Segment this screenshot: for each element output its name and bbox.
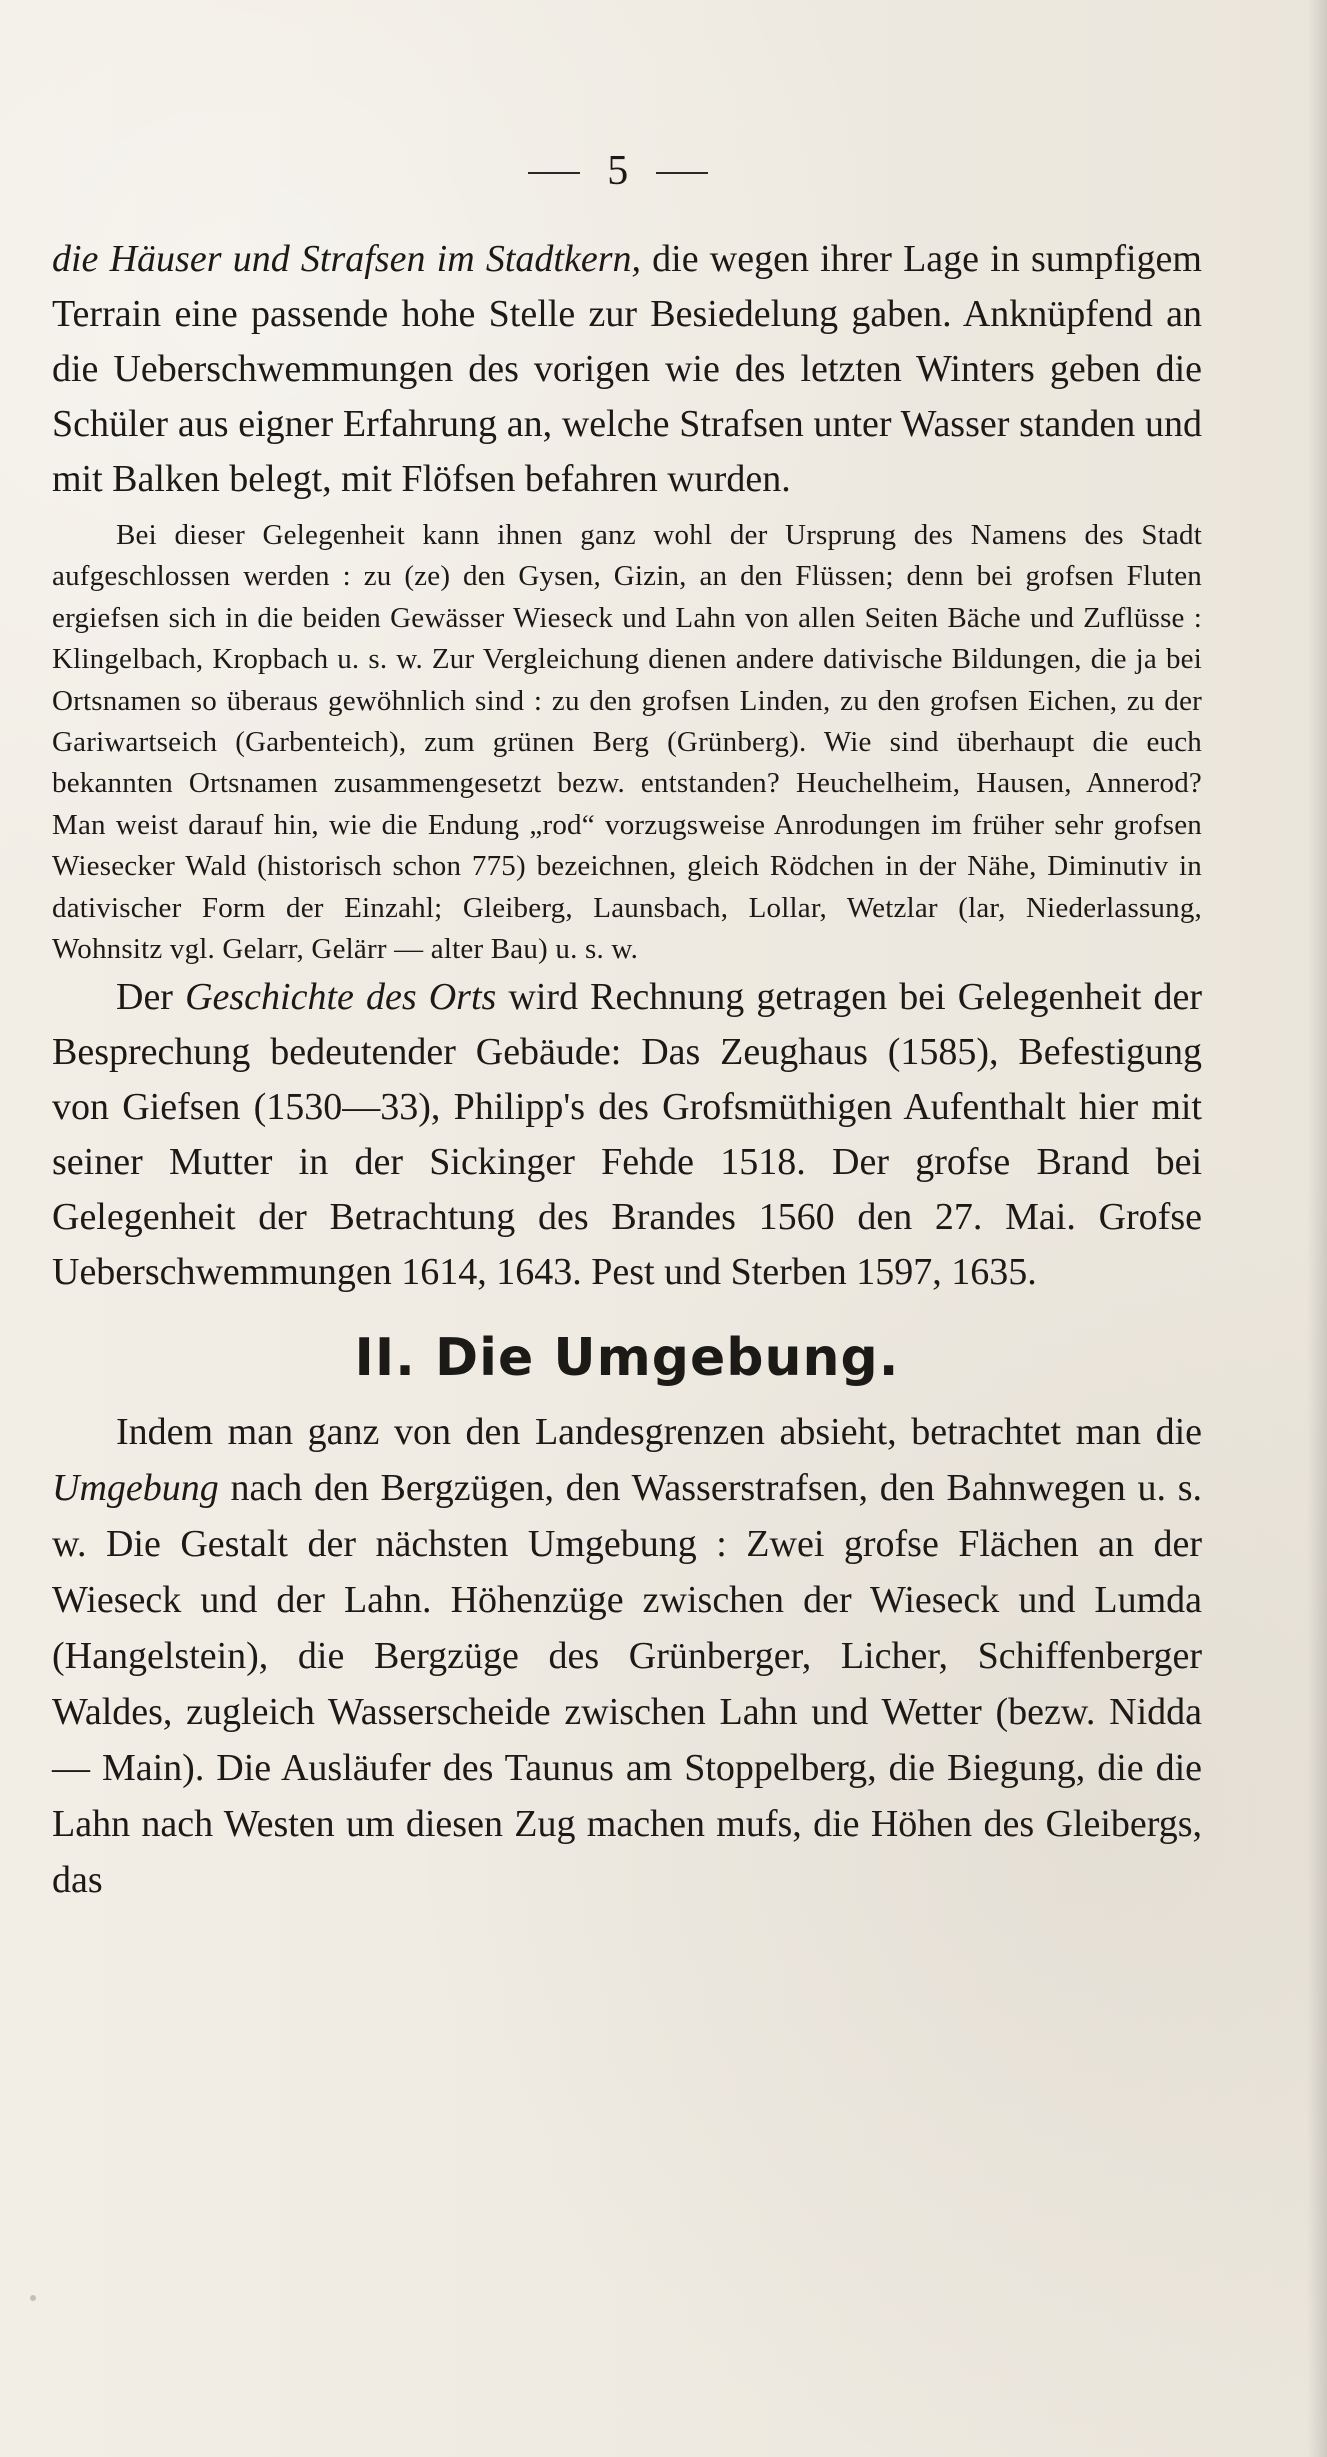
intro-body-text: die wegen ihrer Lage in sumpfigem Terrain eine passende hohe Stelle zur Besiedelung gaben. Anknüpfend an die Ueberschwemmungen des vorigen wie des letzten Winters geben die Schüler aus eigner Erfahrung an, welche Strafsen unter Wasser standen und mit Balken belegt, mit Flöfsen befahren wurden. (52, 238, 1202, 500)
environment-italic-text: Umgebung (52, 1466, 219, 1509)
history-body-text: wird Rechnung getragen bei Gelegenheit der Besprechung bedeutender Gebäude: Das Zeughaus (1585), Befestigung von Giefsen (1530—33), Philipp's des Grofsmüthigen Aufenthalt hier mit seiner Mutter in der Sickinger Fehde 1518. Der grofse Brand bei Gelegenheit der Betrachtung des Brandes 1560 den 27. Mai. Grofse Ueberschwemmungen 1614, 1643. Pest und Sterben 1597, 1635. (52, 976, 1202, 1294)
section-title: II. Die Umgebung. (354, 1328, 900, 1389)
paragraph-name-origin: Bei dieser Gelegenheit kann ihnen ganz wohl der Ursprung des Namens des Stadt aufgeschlossen werden : zu (ze) den Gysen, Gizin, an den Flüssen; denn bei grofsen Fluten ergiefsen sich in die beiden Gewässer Wieseck und Lahn von allen Seiten Bäche und Zuflüsse : Klingelbach, Kropbach u. s. w. Zur Vergleichung dienen andere dativische Bildungen, die ja bei Ortsnamen so überaus gewöhnlich sind : zu den grofsen Linden, zu den grofsen Eichen, zu der Gariwartseich (Garbenteich), zum grünen Berg (Grünberg). Wie sind überhaupt die euch bekannten Ortsnamen zusammengesetzt bezw. entstanden? Heuchelheim, Hausen, Annerod? Man weist darauf hin, wie die Endung „rod“ vorzugsweise Anrodungen im früher sehr grofsen Wiesecker Wald (historisch schon 775) bezeichnen, gleich Rödchen in der Nähe, Diminutiv in dativischer Form der Einzahl; Gleiberg, Launsbach, Lollar, Wetzlar (lar, Niederlassung, Wohnsitz vgl. Gelarr, Gelärr — alter Bau) u. s. w. (52, 519, 1202, 966)
page-number: 5 (528, 150, 708, 192)
paragraph-intro (52, 232, 1202, 507)
environment-lead-text: Indem man ganz von den Landesgrenzen absieht, betrachtet man die (116, 1410, 1202, 1453)
paragraph-history (52, 970, 1202, 1300)
margin-speck (30, 2295, 36, 2301)
intro-italic-text: die Häuser und Strafsen im Stadtkern, (52, 238, 641, 280)
paragraph-environment (52, 1404, 1202, 1908)
page-content (52, 232, 1202, 1908)
page-edge-shadow (1307, 0, 1327, 2457)
history-lead-text: Der (116, 976, 186, 1019)
history-italic-text: Geschichte des Orts (185, 976, 497, 1019)
environment-body-text: nach den Bergzügen, den Wasserstrafsen, den Bahnwegen u. s. w. Die Gestalt der nächsten Umgebung : Zwei grofse Flächen an der Wieseck und der Lahn. Höhenzüge zwischen der Wieseck und Lumda (Hangelstein), die Bergzüge des Grünberger, Licher, Schiffenberger Waldes, zugleich Wasserscheide zwischen Lahn und Wetter (bezw. Nidda — Main). Die Ausläufer des Taunus am Stoppelberg, die Biegung, die die Lahn nach Westen um diesen Zug machen mufs, die Höhen des Gleibergs, das (52, 1466, 1202, 1901)
